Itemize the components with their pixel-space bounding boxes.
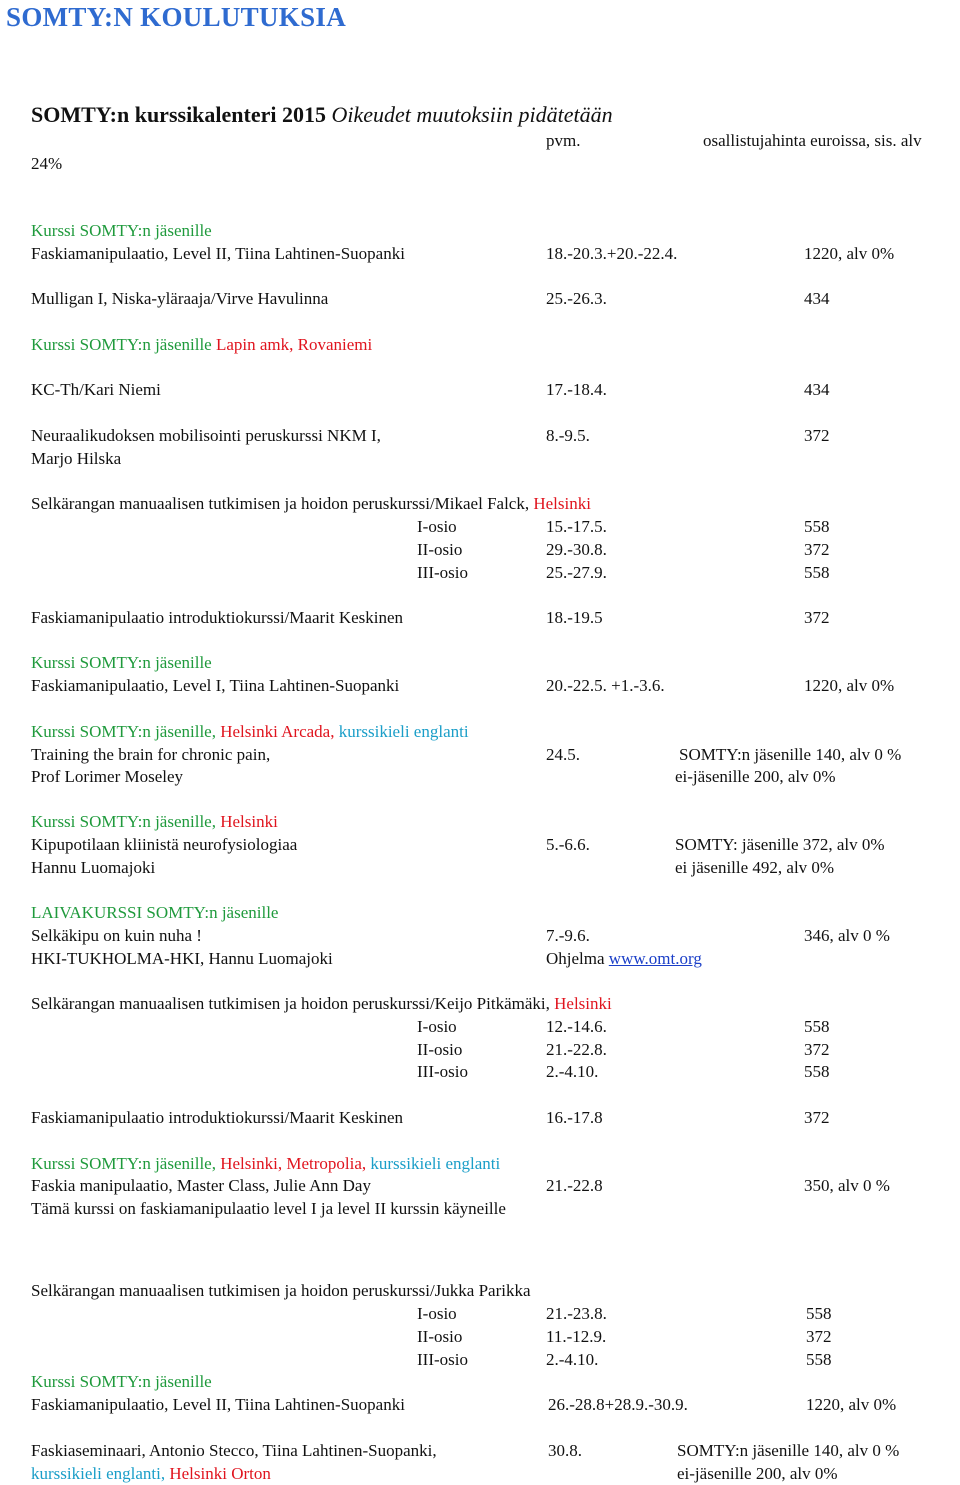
course-price: SOMTY: jäsenille 372, alv 0% (675, 835, 885, 854)
course-price: SOMTY:n jäsenille 140, alv 0 % (679, 745, 902, 764)
course-name: Neuraalikudoksen mobilisointi peruskurssi NKM I, (31, 426, 381, 445)
course-price: 350, alv 0 % (804, 1176, 890, 1195)
course-price: 434 (804, 289, 830, 308)
course-audience (31, 335, 372, 355)
course-audience (31, 1154, 500, 1174)
location-label: Lapin amk, Rovaniemi (215, 335, 373, 354)
course-name: Training the brain for chronic pain, (31, 745, 271, 764)
program-label: Ohjelma (546, 949, 605, 968)
course-date: 21.-22.8 (546, 1176, 603, 1195)
course-instructor: HKI-TUKHOLMA-HKI, Hannu Luomajoki (31, 949, 333, 968)
course-part: II-osio (417, 1040, 463, 1059)
course-price: 372 (804, 426, 830, 445)
course-price: 558 (804, 517, 830, 536)
course-price: 558 (804, 1062, 830, 1081)
location-label: Helsinki (533, 494, 591, 513)
course-date: 5.-6.6. (546, 835, 590, 854)
course-price: ei-jäsenille 200, alv 0% (675, 767, 836, 786)
course-program (546, 949, 702, 969)
course-price: 1220, alv 0% (804, 244, 895, 263)
course-name: Faskiamanipulaatio, Level I, Tiina Lahtinen-Suopanki (31, 676, 400, 695)
course-price: 1220, alv 0% (806, 1395, 897, 1414)
course-instructor: Hannu Luomajoki (31, 858, 156, 877)
course-part: II-osio (417, 540, 463, 559)
course-title: Selkärangan manuaalisen tutkimisen ja hoidon peruskurssi/Keijo Pitkämäki, (31, 994, 550, 1013)
course-date: 20.-22.5. +1.-3.6. (546, 676, 665, 695)
course-price: ei jäsenille 492, alv 0% (675, 858, 835, 877)
course-part: I-osio (417, 1304, 457, 1323)
course-price: 372 (804, 540, 830, 559)
audience-label: Kurssi SOMTY:n jäsenille, (31, 722, 216, 741)
course-price: 1220, alv 0% (804, 676, 895, 695)
course-date: 2.-4.10. (546, 1350, 599, 1369)
course-price: 372 (804, 1040, 830, 1059)
course-name (31, 494, 591, 514)
price-column-header-cont: 24% (31, 154, 63, 173)
course-name: Faskiamanipulaatio, Level II, Tiina Lahtinen-Suopanki (31, 244, 405, 263)
document-title-note: Oikeudet muutoksiin pidätetään (331, 102, 613, 127)
course-date: 21.-22.8. (546, 1040, 607, 1059)
course-audience: Kurssi SOMTY:n jäsenille (31, 653, 212, 672)
page-header-title: SOMTY:N KOULUTUKSIA (6, 2, 347, 32)
course-price: 558 (804, 563, 830, 582)
course-name: Faskiamanipulaatio introduktiokurssi/Maarit Keskinen (31, 608, 404, 627)
course-price: 434 (804, 380, 830, 399)
course-date: 30.8. (548, 1441, 582, 1460)
course-date: 15.-17.5. (546, 517, 607, 536)
course-date: 17.-18.4. (546, 380, 607, 399)
course-date: 25.-26.3. (546, 289, 607, 308)
course-date: 7.-9.6. (546, 926, 590, 945)
language-label: kurssikieli englanti (370, 1154, 501, 1173)
course-part: III-osio (417, 1062, 468, 1081)
course-name (31, 994, 612, 1014)
course-date: 2.-4.10. (546, 1062, 599, 1081)
course-date: 8.-9.5. (546, 426, 590, 445)
course-date: 29.-30.8. (546, 540, 607, 559)
course-price: 558 (806, 1304, 832, 1323)
course-audience: Kurssi SOMTY:n jäsenille (31, 221, 212, 240)
location-label: Helsinki, (220, 1154, 283, 1173)
course-audience (31, 812, 278, 832)
course-part: I-osio (417, 517, 457, 536)
course-date: 24.5. (546, 745, 580, 764)
course-price: SOMTY:n jäsenille 140, alv 0 % (677, 1441, 900, 1460)
course-price: 558 (804, 1017, 830, 1036)
course-name: Kipupotilaan kliinistä neurofysiologiaa (31, 835, 298, 854)
course-price: 558 (806, 1350, 832, 1369)
document-title-main: SOMTY:n kurssikalenteri 2015 (31, 102, 327, 127)
course-name: KC-Th/Kari Niemi (31, 380, 161, 399)
course-part: II-osio (417, 1327, 463, 1346)
course-audience: Kurssi SOMTY:n jäsenille (31, 1372, 212, 1391)
program-link[interactable]: www.omt.org (608, 949, 702, 968)
audience-label: Kurssi SOMTY:n jäsenille (31, 335, 212, 354)
course-audience: LAIVAKURSSI SOMTY:n jäsenille (31, 903, 279, 922)
audience-label: Kurssi SOMTY:n jäsenille, (31, 1154, 216, 1173)
course-name: Selkäkipu on kuin nuha ! (31, 926, 202, 945)
course-name: Faskiamanipulaatio introduktiokurssi/Maarit Keskinen (31, 1108, 404, 1127)
course-name: Faskiamanipulaatio, Level II, Tiina Lahtinen-Suopanki (31, 1395, 405, 1414)
language-label: kurssikieli englanti (338, 722, 469, 741)
course-price: 372 (804, 1108, 830, 1127)
course-date: 18.-19.5 (546, 608, 603, 627)
course-date: 16.-17.8 (546, 1108, 603, 1127)
price-column-header: osallistujahinta euroissa, sis. alv (703, 131, 922, 150)
location-label: Helsinki (554, 994, 612, 1013)
course-price: 372 (804, 608, 830, 627)
course-date: 26.-28.8+28.9.-30.9. (548, 1395, 688, 1414)
course-instructor: Prof Lorimer Moseley (31, 767, 184, 786)
course-part: III-osio (417, 1350, 468, 1369)
course-price: 346, alv 0 % (804, 926, 890, 945)
date-column-header: pvm. (546, 131, 581, 150)
course-part: I-osio (417, 1017, 457, 1036)
course-details (31, 1464, 271, 1484)
venue-label: Metropolia, (286, 1154, 367, 1173)
document-title (31, 102, 613, 128)
course-price: 372 (806, 1327, 832, 1346)
course-date: 11.-12.9. (546, 1327, 607, 1346)
course-name: Selkärangan manuaalisen tutkimisen ja hoidon peruskurssi/Jukka Parikka (31, 1281, 531, 1300)
course-name: Faskia manipulaatio, Master Class, Julie Ann Day (31, 1176, 371, 1195)
audience-label: Kurssi SOMTY:n jäsenille, (31, 812, 216, 831)
location-label: Helsinki Orton (169, 1464, 271, 1483)
course-date: 21.-23.8. (546, 1304, 607, 1323)
course-instructor: Marjo Hilska (31, 449, 122, 468)
location-label: Helsinki (220, 812, 278, 831)
course-name: Mulligan I, Niska-yläraaja/Virve Havulinna (31, 289, 329, 308)
course-title: Selkärangan manuaalisen tutkimisen ja hoidon peruskurssi/Mikael Falck, (31, 494, 530, 513)
course-name: Faskiaseminaari, Antonio Stecco, Tiina Lahtinen-Suopanki, (31, 1441, 437, 1460)
course-date: 18.-20.3.+20.-22.4. (546, 244, 678, 263)
course-date: 12.-14.6. (546, 1017, 607, 1036)
location-label: Helsinki Arcada, (220, 722, 335, 741)
course-date: 25.-27.9. (546, 563, 607, 582)
course-audience (31, 722, 469, 742)
language-label: kurssikieli englanti, (31, 1464, 166, 1483)
course-part: III-osio (417, 563, 468, 582)
course-note: Tämä kurssi on faskiamanipulaatio level I ja level II kurssin käyneille (31, 1199, 506, 1218)
course-price: ei-jäsenille 200, alv 0% (677, 1464, 838, 1483)
